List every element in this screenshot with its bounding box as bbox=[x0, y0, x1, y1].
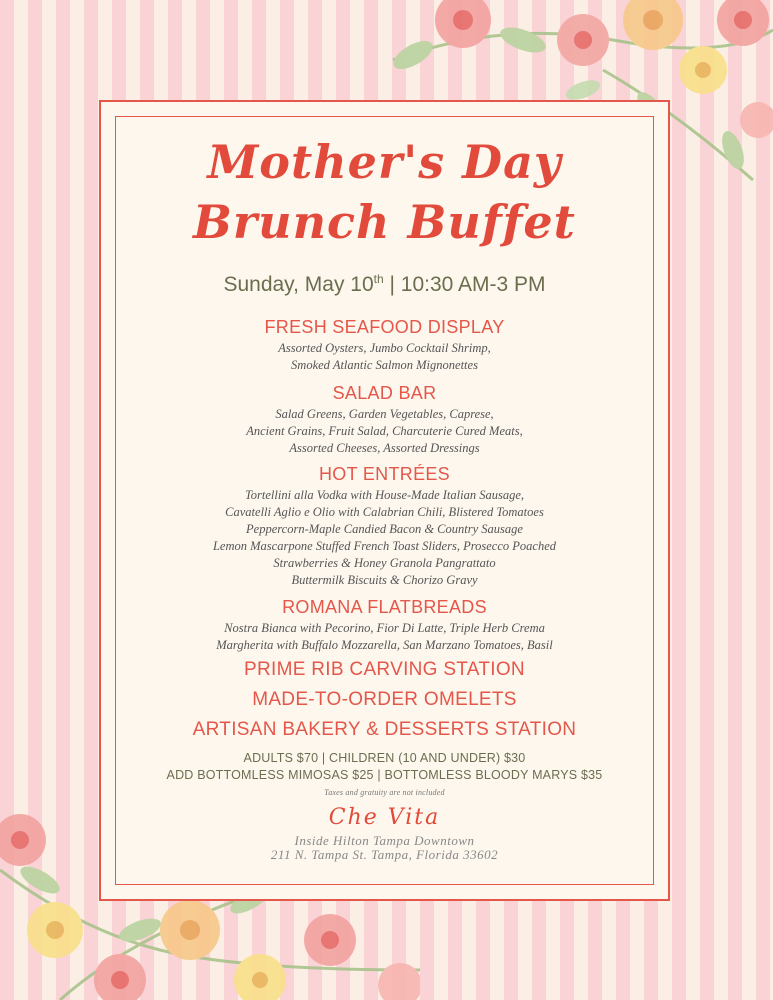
section-description bbox=[101, 406, 668, 457]
pricing-line-2: ADD BOTTOMLESS MIMOSAS $25 | BOTTOMLESS BLOODY MARYS $35 bbox=[166, 768, 603, 782]
address-line-2: 211 N. Tampa St. Tampa, Florida 33602 bbox=[270, 847, 499, 862]
description-line: Ancient Grains, Fruit Salad, Charcuterie Cured Meats, bbox=[246, 424, 523, 438]
section-heading: MADE-TO-ORDER OMELETS bbox=[252, 689, 517, 710]
description-line: Nostra Bianca with Pecorino, Fior Di Latte, Triple Herb Crema bbox=[224, 621, 545, 635]
section-prime-rib bbox=[101, 659, 668, 681]
section-description bbox=[101, 487, 668, 589]
menu-card bbox=[99, 100, 670, 901]
description-line: Assorted Oysters, Jumbo Cocktail Shrimp, bbox=[278, 341, 491, 355]
address-line-1: Inside Hilton Tampa Downtown bbox=[294, 833, 475, 848]
section-heading: HOT ENTRÉES bbox=[319, 464, 450, 484]
event-day: Sunday, May 10 bbox=[223, 273, 374, 296]
restaurant-logo: Che Vita bbox=[328, 805, 441, 830]
section-flatbreads bbox=[101, 597, 668, 654]
section-heading: FRESH SEAFOOD DISPLAY bbox=[264, 317, 505, 337]
section-bakery bbox=[101, 719, 668, 741]
description-line: Margherita with Buffalo Mozzarella, San Marzano Tomatoes, Basil bbox=[216, 638, 553, 652]
section-heading: SALAD BAR bbox=[332, 383, 437, 403]
event-date-time bbox=[101, 272, 668, 297]
section-heading: PRIME RIB CARVING STATION bbox=[244, 659, 525, 680]
description-line: Buttermilk Biscuits & Chorizo Gravy bbox=[291, 573, 478, 587]
pricing-line-1: ADULTS $70 | CHILDREN (10 AND UNDER) $30 bbox=[243, 751, 526, 765]
section-heading: ARTISAN BAKERY & DESSERTS STATION bbox=[192, 719, 577, 740]
title-line-2: Brunch Buffet bbox=[193, 195, 576, 249]
event-day-suffix: th bbox=[373, 272, 384, 286]
section-heading: ROMANA FLATBREADS bbox=[282, 597, 487, 617]
description-line: Smoked Atlantic Salmon Mignonettes bbox=[291, 358, 478, 372]
pricing-info bbox=[101, 750, 668, 801]
description-line: Strawberries & Honey Granola Pangrattato bbox=[273, 556, 496, 570]
description-line: Peppercorn-Maple Candied Bacon & Country Sausage bbox=[246, 522, 523, 536]
section-hot-entrees bbox=[101, 464, 668, 589]
section-seafood bbox=[101, 317, 668, 374]
section-description bbox=[101, 340, 668, 374]
taxes-note: Taxes and gratuity are not included bbox=[324, 788, 445, 797]
section-salad-bar bbox=[101, 383, 668, 457]
description-line: Salad Greens, Garden Vegetables, Caprese, bbox=[275, 407, 494, 421]
description-line: Cavatelli Aglio e Olio with Calabrian Chili, Blistered Tomatoes bbox=[225, 505, 544, 519]
restaurant-address bbox=[101, 834, 668, 862]
event-time: | 10:30 AM-3 PM bbox=[383, 273, 546, 296]
description-line: Tortellini alla Vodka with House-Made Italian Sausage, bbox=[244, 488, 525, 502]
description-line: Lemon Mascarpone Stuffed French Toast Sliders, Prosecco Poached bbox=[212, 539, 556, 553]
title-line-1: Mother's Day bbox=[207, 135, 562, 189]
section-description bbox=[101, 620, 668, 654]
section-omelets bbox=[101, 689, 668, 711]
description-line: Assorted Cheeses, Assorted Dressings bbox=[289, 441, 480, 455]
